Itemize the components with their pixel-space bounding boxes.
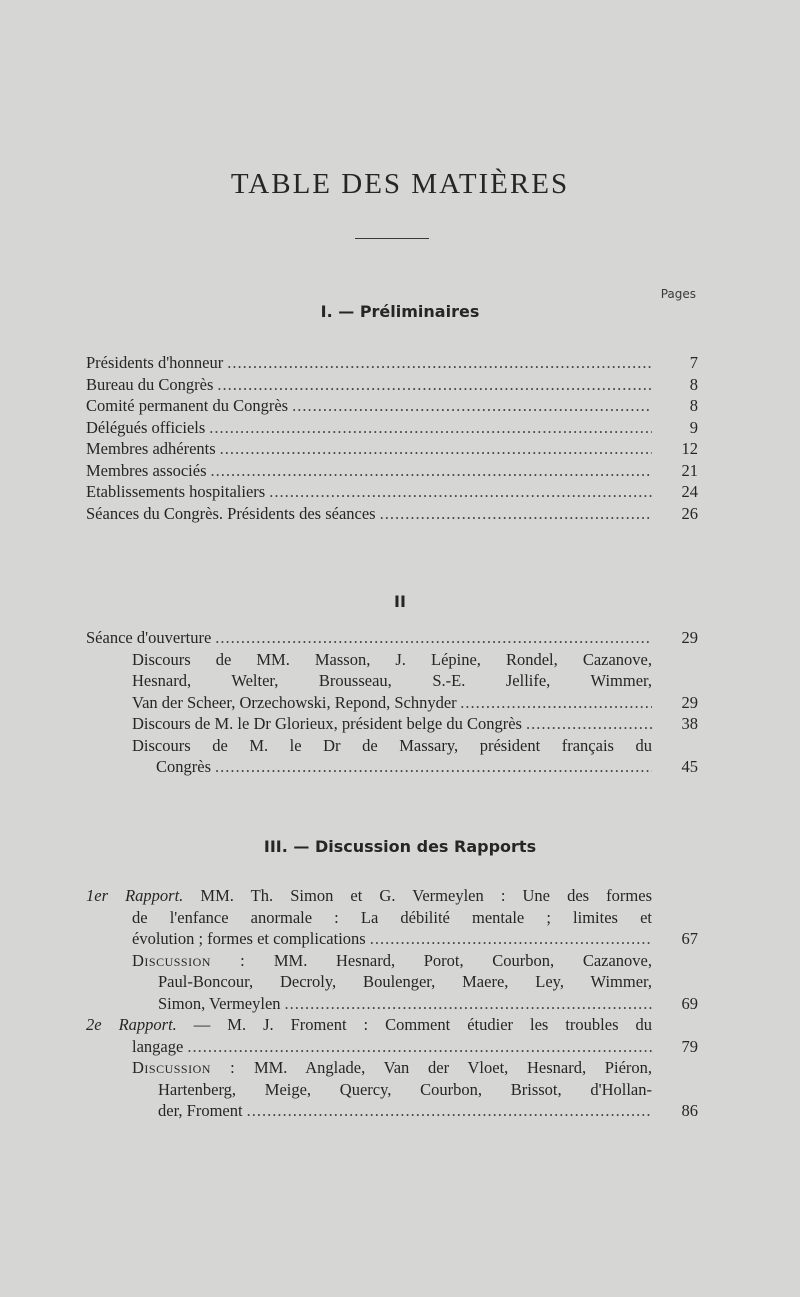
toc-entry: Discours de M. le Dr de Massary, président français du Congrès ..... 45 (86, 735, 698, 778)
toc-entry: 2e Rapport. — M. J. Froment : Comment étudier les troubles du langage ..... 79 (86, 1014, 698, 1057)
title-rule (355, 238, 429, 239)
toc-entry: 1er Rapport. MM. Th. Simon et G. Vermeylen : Une des formes de l'enfance anormale : La débilité mentale ; limites et évolution ; formes et complications ..... 67 (86, 885, 698, 950)
toc-entry: Membres adhérents ..... 12 (86, 438, 698, 460)
page-number: 29 (681, 628, 698, 647)
report-label: 1er Rapport. (86, 886, 184, 905)
toc-entry: Discours de M. le Dr Glorieux, président belge du Congrès ..... 38 (86, 713, 698, 735)
toc-entry: Discours de MM. Masson, J. Lépine, Rondel, Cazanove, Hesnard, Welter, Brousseau, S.-E. Jellife, Wimmer, Van der Scheer, Orzechowski, Repond, Schnyder ..... 29 (86, 649, 698, 714)
pages-column-label: Pages (660, 287, 696, 301)
toc-entry: Etablissements hospitaliers ..... 24 (86, 481, 698, 503)
page-number: 86 (681, 1101, 698, 1120)
page-number: 69 (681, 993, 698, 1013)
toc-entry: Discussion : MM. Hesnard, Porot, Courbon, Cazanove, Paul-Boncour, Decroly, Boulenger, Maere, Ley, Wimmer, Simon, Vermeylen ..... 69 (86, 950, 698, 1015)
toc-section-3 (86, 885, 698, 1122)
page-number: 8 (689, 396, 698, 415)
toc-entry: Discussion : MM. Anglade, Van der Vloet, Hesnard, Piéron, Hartenberg, Meige, Quercy, Courbon, Brissot, d'Hollan- der, Froment ..... 86 (86, 1057, 698, 1122)
page-number: 8 (689, 374, 698, 394)
toc-entry: Séance d'ouverture ..... 29 (86, 627, 698, 649)
page-number: 38 (681, 714, 698, 733)
report-label: 2e Rapport. (86, 1015, 177, 1034)
page-number: 21 (681, 460, 698, 480)
page-number: 12 (681, 439, 698, 458)
toc-section-2 (86, 627, 698, 778)
toc-entry: Séances du Congrès. Présidents des séances ..... 26 (86, 503, 698, 525)
section-heading-2: II (394, 592, 406, 611)
page-title: TABLE DES MATIÈRES (230, 168, 570, 200)
section-heading-1: I. — Préliminaires (320, 302, 480, 321)
page-number: 9 (689, 417, 698, 437)
toc-entry: Présidents d'honneur ..... 7 (86, 352, 698, 374)
page-number: 29 (681, 692, 698, 712)
discussion-label: Discussion : (132, 950, 246, 970)
page-number: 79 (681, 1036, 698, 1056)
toc-entry: Délégués officiels ..... 9 (86, 417, 698, 439)
page-number: 67 (681, 929, 698, 948)
toc-entry: Comité permanent du Congrès ..... 8 (86, 395, 698, 417)
page-number: 45 (681, 757, 698, 776)
page-number: 24 (681, 482, 698, 501)
page-number: 26 (681, 503, 698, 523)
toc-entry: Bureau du Congrès ..... 8 (86, 374, 698, 396)
toc-section-1 (86, 352, 698, 524)
section-heading-3: III. — Discussion des Rapports (263, 837, 537, 856)
page-number: 7 (689, 353, 698, 372)
toc-entry: Membres associés ..... 21 (86, 460, 698, 482)
discussion-label: Discussion : (132, 1058, 236, 1077)
